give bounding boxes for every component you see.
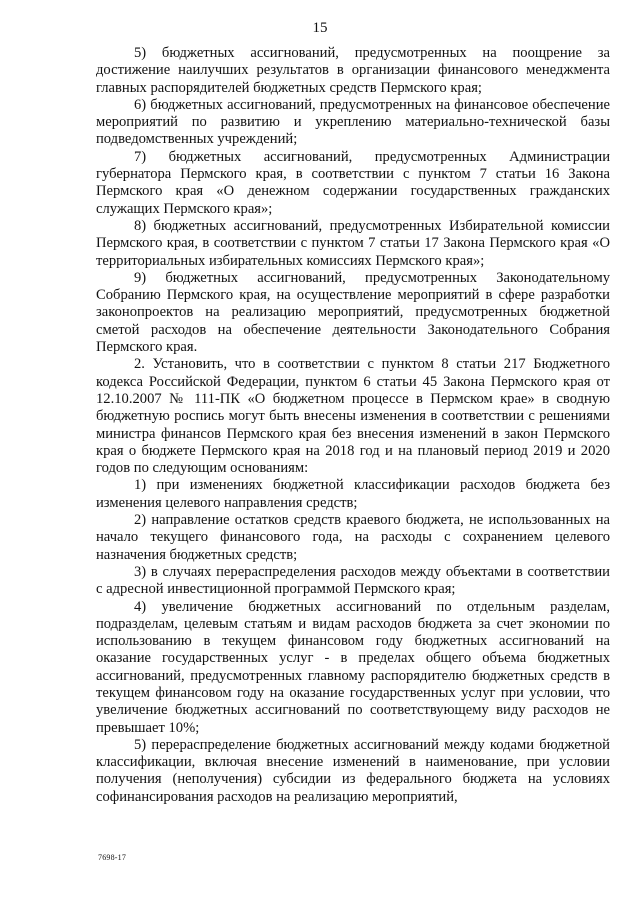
paragraph-legislative-assembly: 9) бюджетных ассигнований, предусмотренных Законодательному Собранию Пермского края, на осуществление мероприятий в сфере разработки законопроектов на реализацию мероприятий, предусмотренных бюджетной сметой расходов на обеспечение деятельности Законодательного Собрания Пермского края. [96,269,610,356]
document-body [96,45,610,806]
paragraph-increase-allocations: 4) увеличение бюджетных ассигнований по отдельным разделам, подразделам, целевым статьям и видам расходов бюджета за счет экономии по использованию в текущем финансовом году бюджетных ассигнований на оказание государственных услуг - в пределах общего объема бюджетных ассигнований, предусмотренных главному распорядителю бюджетных средств в текущем финансовом году на оказание государственных услуг при условии, что увеличение бюджетных ассигнований по соответствующему виду расходов не превышает 10%; [96,598,610,736]
document-code: 7698-17 [98,853,127,862]
paragraph-redistribution-codes: 5) перераспределение бюджетных ассигнований между кодами бюджетной классификации, включая внесение изменений в наименование, при условии получения (неполучения) субсидии из федерального бюджета на условиях софинансирования расходов на реализацию мероприятий, [96,736,610,805]
paragraph-classification-change: 1) при изменениях бюджетной классификации расходов бюджета без изменения целевого направления средств; [96,477,610,511]
paragraph-budget-incentive: 5) бюджетных ассигнований, предусмотренных на поощрение за достижение наилучших результатов в организации финансового менеджмента главных распорядителей бюджетных средств Пермского края; [96,45,610,96]
paragraph-governor-administration: 7) бюджетных ассигнований, предусмотренных Администрации губернатора Пермского края, в соответствии с пунктом 7 статьи 16 Закона Пермского края «О денежном содержании государственных гражданских служащих Пермского края»; [96,148,610,217]
paragraph-section-2: 2. Установить, что в соответствии с пунктом 8 статьи 217 Бюджетного кодекса Российской Федерации, пунктом 6 статьи 45 Закона Пермского края от 12.10.2007 № 111-ПК «О бюджетном процессе в Пермском крае» в сводную бюджетную роспись могут быть внесены изменения в соответствии с решениями министра финансов Пермского края без внесения изменений в закон Пермского края о бюджете Пермского края на 2018 год и на плановый период 2019 и 2020 годов по следующим основаниям: [96,356,610,477]
paragraph-redistribution-objects: 3) в случаях перераспределения расходов между объектами в соответствии с адресной инвестиционной программой Пермского края; [96,563,610,598]
paragraph-remaining-funds: 2) направление остатков средств краевого бюджета, не использованных на начало текущего финансового года, на расходы с сохранением целевого назначения бюджетных средств; [96,512,610,563]
paragraph-election-commission: 8) бюджетных ассигнований, предусмотренных Избирательной комиссии Пермского края, в соответствии с пунктом 7 статьи 17 Закона Пермского края «О территориальных избирательных комиссиях Пермского края»; [96,217,610,269]
paragraph-material-base: 6) бюджетных ассигнований, предусмотренных на финансовое обеспечение мероприятий по развитию и укреплению материально-технической базы подведомственных учреждений; [96,96,610,148]
page-number: 15 [312,20,328,36]
